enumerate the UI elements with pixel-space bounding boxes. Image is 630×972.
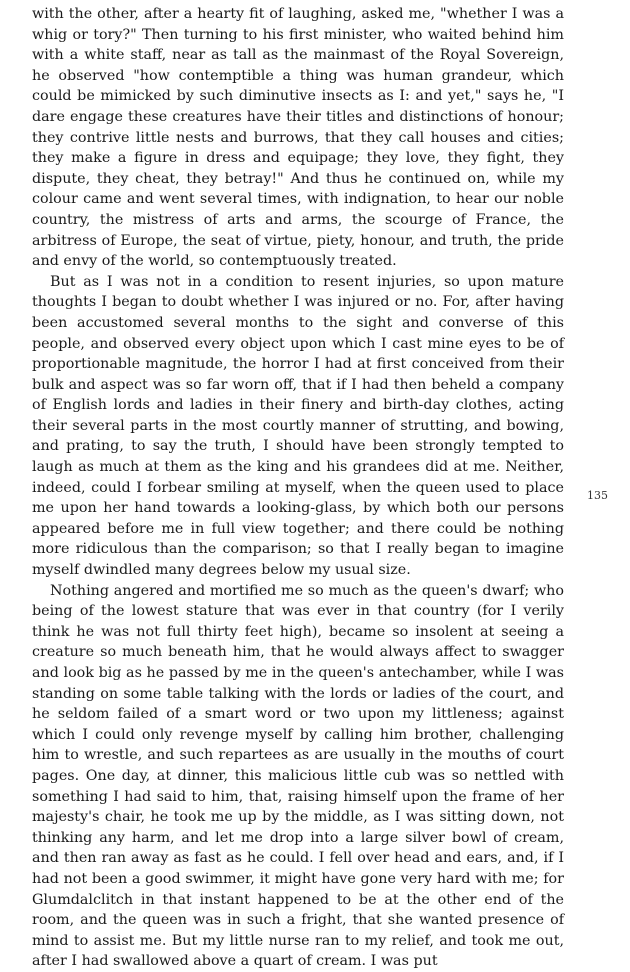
paragraph-continued: with the other, after a hearty fit of laughing, asked me, "whether I was a whig or tory?" Then turning to his first minister, who waited behind him with a white staff, near as tall as the mainmast of the Royal Sovereign, he observed "how contemptible a thing was human grandeur, which could be mimicked by such diminutive insects as I: and yet," says he, "I dare engage these creatures have their titles and distinctions of honour; they contrive little nests and burrows, that they call houses and cities; they make a figure in dress and equipage; they love, they fight, they dispute, they cheat, they betray!" And thus he continued on, while my colour came and went several times, with indignation, to hear our noble country, the mistress of arts and arms, the scourge of France, the arbitress of Europe, the seat of virtue, piety, honour, and truth, the pride and envy of the world, so contemptuously treated.: [32, 6, 564, 270]
paragraph: Nothing angered and mortified me so much as the queen's dwarf; who being of the lowest stature that was ever in that country (for I verily think he was not full thirty feet high), became so insolent at seeing a creature so much beneath him, that he would always affect to swagger and look big as he passed by me in the queen's antechamber, while I was standing on some table talking with the lords or ladies of the court, and he seldom failed of a smart word or two upon my littleness; against which I could only revenge myself by calling him brother, challenging him to wrestle, and such repartees as are usually in the mouths of court pages. One day, at dinner, this malicious little cub was so nettled with something I had said to him, that, raising himself upon the frame of her majesty's chair, he took me up by the middle, as I was sitting down, not thinking any harm, and let me drop into a large silver bowl of cream, and then ran away as fast as he could. I fell over head and ears, and, if I had not been a good swimmer, it might have gone very hard with me; for Glumdalclitch in that instant happened to be at the other end of the room, and the queen was in such a fright, that she wanted presence of mind to assist me. But my little nurse ran to my relief, and took me out, after I had swallowed above a quart of cream. I was put: [32, 582, 564, 970]
body-text: [32, 4, 564, 972]
paragraph: But as I was not in a condition to resent injuries, so upon mature thoughts I began to doubt whether I was injured or no. For, after having been accustomed several months to the sight and converse of this people, and observed every object upon which I cast mine eyes to be of proportionable magnitude, the horror I had at first conceived from their bulk and aspect was so far worn off, that if I had then beheld a company of English lords and ladies in their finery and birth-day clothes, acting their several parts in the most courtly manner of strutting, and bowing, and prating, to say the truth, I should have been strongly tempted to laugh as much at them as the king and his grandees did at me. Neither, indeed, could I forbear smiling at myself, when the queen used to place me upon her hand towards a looking-glass, by which both our persons appeared before me in full view together; and there could be nothing more ridiculous than the comparison; so that I really began to imagine myself dwindled many degrees below my usual size.: [32, 273, 564, 579]
page-number: 135: [587, 489, 608, 502]
